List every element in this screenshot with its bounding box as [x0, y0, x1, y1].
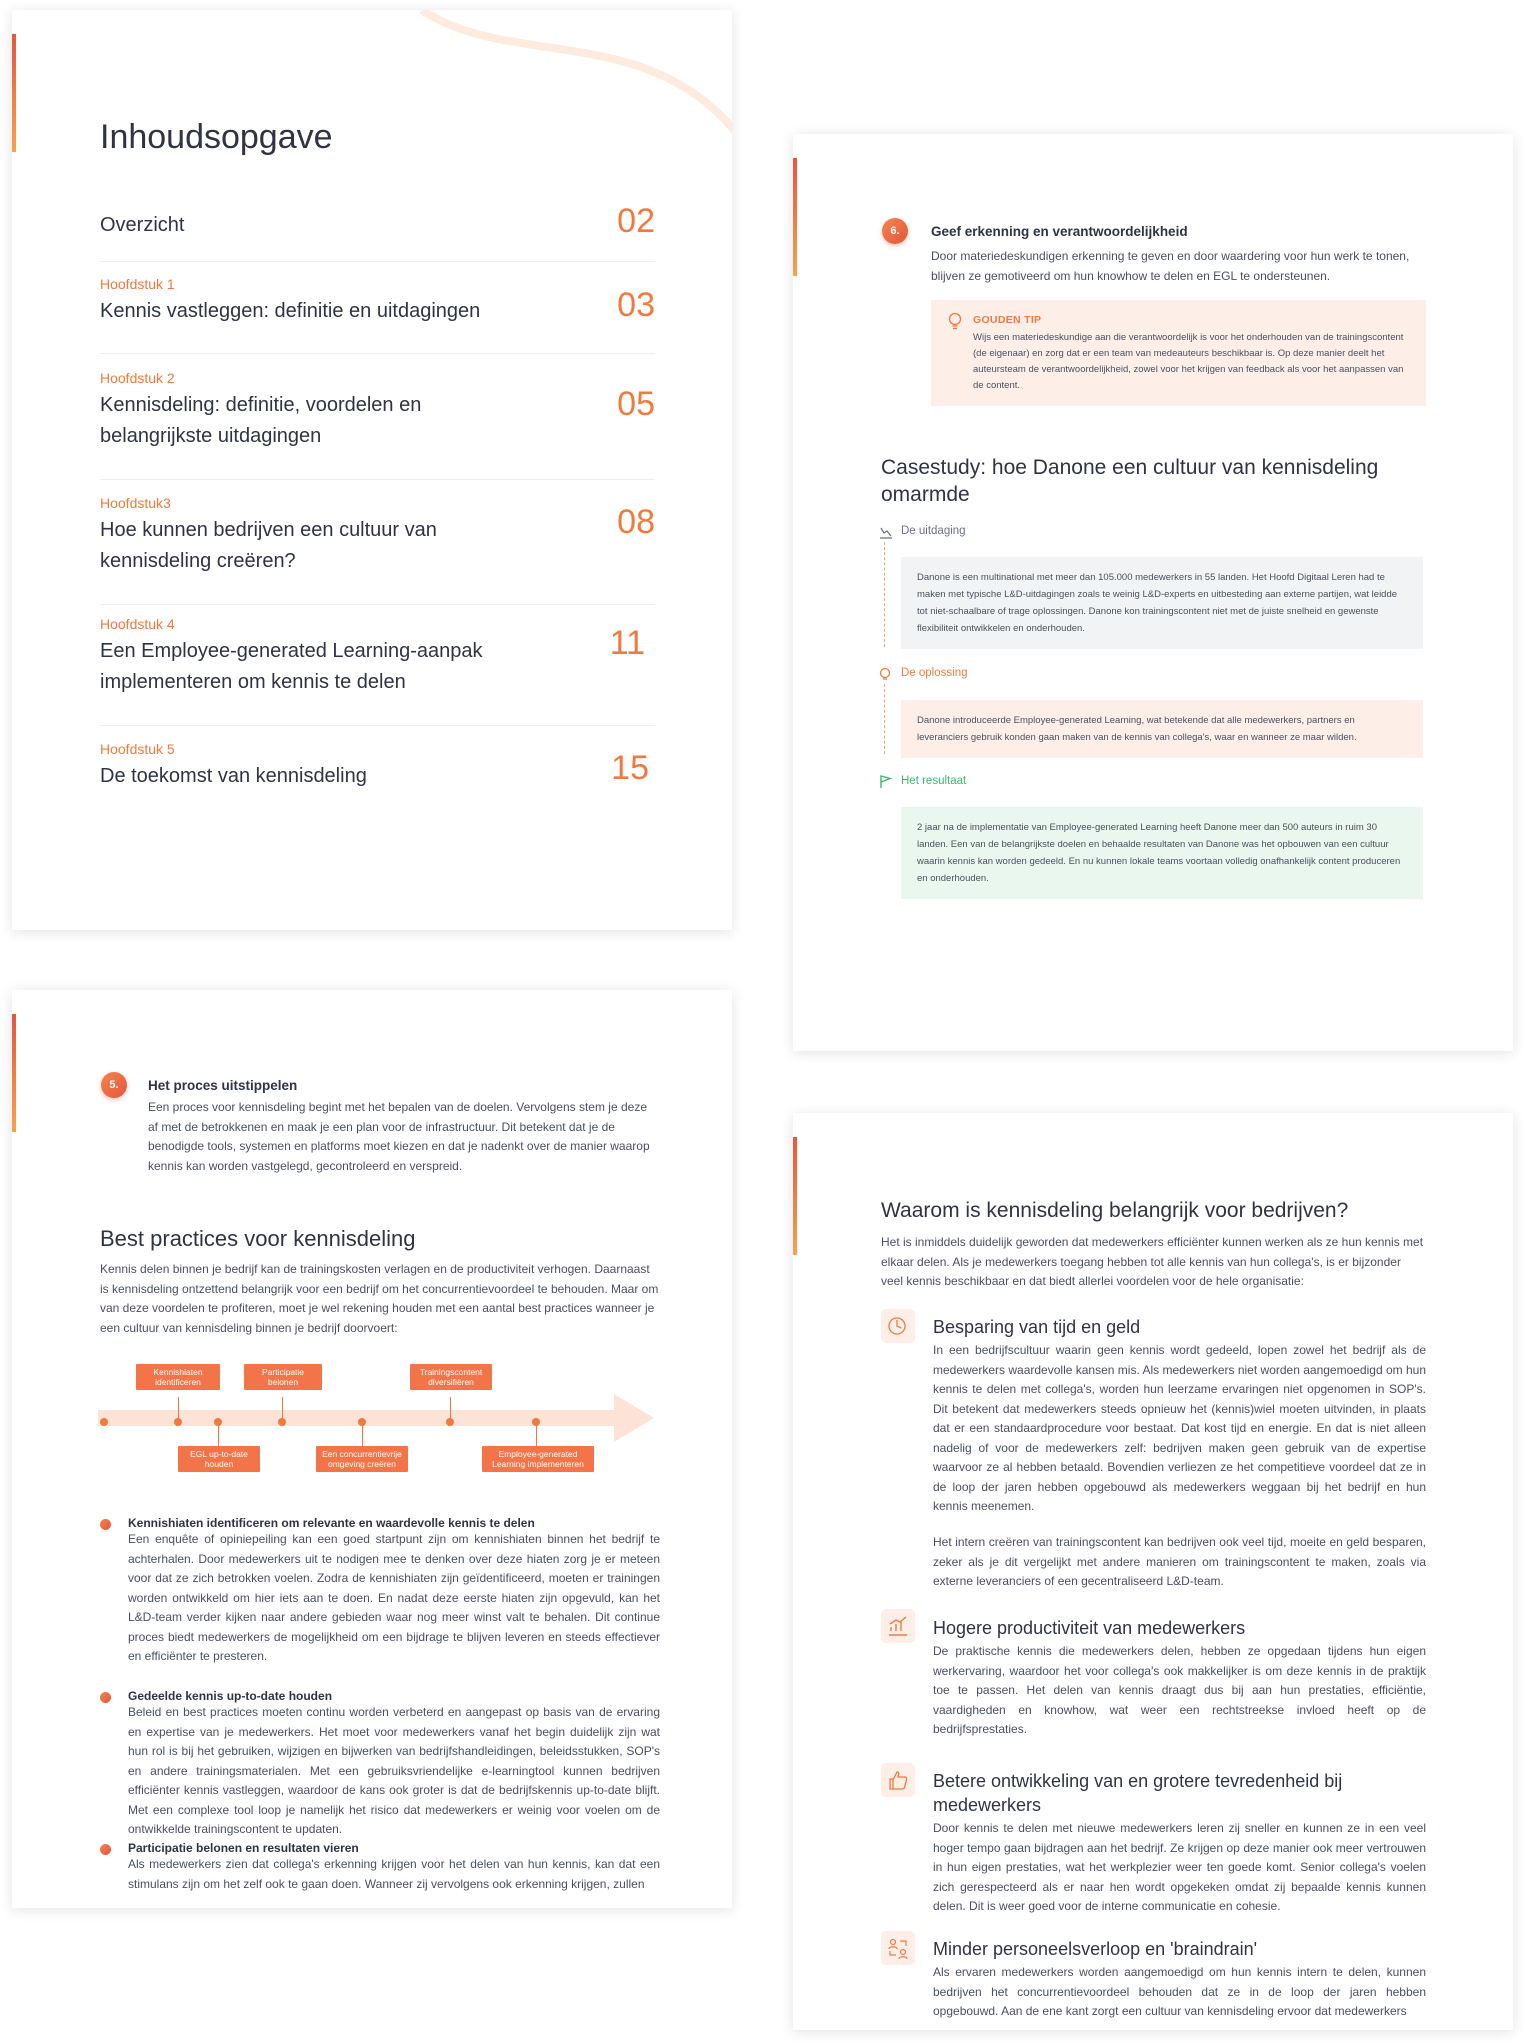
case-title: Casestudy: hoe Danone een cultuur van kennisdeling omarmde	[881, 456, 1379, 506]
section-title: Best practices voor kennisdeling	[100, 1226, 416, 1251]
toc-row-page: 15	[611, 749, 649, 787]
benefit-text: Het intern creëren van trainingscontent kan bedrijven ook veel tijd, moeite en geld besparen, zeker als je dit vergelijkt met andere manieren om trainingscontent te maken, zoals via externe leveranciers of een gecentraliseerd L&D-team.	[933, 1535, 1426, 1588]
chart-down-icon	[879, 525, 893, 539]
accent-bar	[793, 158, 797, 276]
page-title: Inhoudsopgave	[100, 118, 333, 156]
challenge-text: Danone is een multinational met meer dan 105.000 medewerkers in 55 landen. Het Hoofd Digitaal Leren had te maken met typische L&D-uitdagingen zoals te weinig L&D-experts en uitbesteding aan externe partijen, wat leidde tot niet-schaalbare of trage oplossingen. Danone kon trainingscontent niet met de juiste snelheid en gewenste flexibiliteit ontwikkelen en onderhouden.	[917, 572, 1398, 634]
toc-row-chapter: Hoofdstuk3	[100, 495, 171, 511]
practice-title: Kennishiaten identificeren om relevante en waardevolle kennis te delen	[128, 1516, 535, 1530]
bullet	[100, 1519, 111, 1530]
tip-label: GOUDEN TIP	[973, 314, 1042, 326]
bullet	[100, 1844, 111, 1855]
section-intro: Kennis delen binnen je bedrijf kan de trainingskosten verlagen en de productiviteit verhogen. Daarnaast is kennisdeling ontzettend belangrijk voor een bedrijf om het concurrentievoordeel te behouden. Maar om van deze voordelen te profiteren, moet je wel rekening houden met een aantal best practices wanneer je een cultuur van kennisdeling binnen je bedrijf doorvoert:	[100, 1262, 659, 1335]
list-item	[128, 1841, 660, 1894]
benefit-title: Minder personeelsverloop en 'braindrain'	[933, 1939, 1258, 1959]
result-box	[901, 807, 1423, 899]
benefits-page	[793, 1113, 1513, 2030]
toc-row-chapter: Hoofdstuk 4	[100, 616, 175, 632]
toc-row-page: 08	[617, 503, 655, 541]
toc-row[interactable]	[100, 495, 655, 605]
timeline-dot	[358, 1418, 366, 1426]
step-text: Door materiedeskundigen erkenning te geven en door waardering voor hun werk te tonen, blijven ze gemotiveerd om hun knowhow te delen en EGL te ondersteunen.	[931, 249, 1410, 283]
solution-box	[901, 700, 1423, 758]
toc-row-chapter: Hoofdstuk 1	[100, 276, 175, 292]
toc-row[interactable]	[100, 741, 655, 811]
practice-text: Als medewerkers zien dat collega's erkenning krijgen voor het delen van hun kennis, kan dat een stimulans zijn om het zelf ook te gaan doen. Wanneer zij vervolgens ook erkenning krijgen, zullen	[128, 1857, 660, 1891]
timeline-dot	[532, 1418, 540, 1426]
challenge-box	[901, 557, 1423, 649]
toc-row-title: Overzicht	[100, 214, 185, 236]
bullet	[100, 1692, 111, 1703]
toc-row-title: De toekomst van kennisdeling	[100, 765, 367, 787]
toc-row-page: 11	[609, 624, 645, 662]
benefit-title: Besparing van tijd en geld	[933, 1317, 1141, 1337]
people-exchange-icon	[881, 1931, 915, 1965]
benefit-text: De praktische kennis die medewerkers delen, hebben ze opgedaan tijdens hun eigen werkervaring, waardoor het voor collega's ook makkelijker is om deze kennis in de praktijk toe te passen. Het delen van kennis draagt dus bij aan hun prestaties, efficiëntie, vaardigheden en knowhow, wat weer een rechtstreekse invloed heeft op de bedrijfsprestaties.	[933, 1644, 1426, 1736]
step-title: Geef erkenning en verantwoordelijkheid	[931, 224, 1188, 239]
timeline-step: Employee-generated Learning implementeren	[482, 1446, 594, 1472]
timeline-connector	[884, 684, 885, 754]
benefit-title: Hogere productiviteit van medewerkers	[933, 1618, 1246, 1638]
step-title: Het proces uitstippelen	[148, 1078, 298, 1093]
benefit-text: Als ervaren medewerkers worden aangemoedigd om hun kennis intern te delen, kunnen bedrijven het concurrentievoordeel behouden dat ze in de loop der jaren hebben opgebouwd. Aan de ene kant zorgt een cultuur van kennisdeling ervoor dat medewerkers	[933, 1965, 1426, 2018]
list-item	[128, 1516, 660, 1667]
timeline-dot	[100, 1418, 108, 1426]
lightbulb-icon	[878, 667, 892, 683]
timeline-dot	[214, 1418, 222, 1426]
timeline-step: Participatie belonen	[244, 1364, 322, 1390]
accent-bar	[12, 34, 16, 152]
flag-icon	[879, 775, 893, 789]
timeline-step: Kennishiaten identificeren	[136, 1364, 220, 1390]
toc-row-chapter: Hoofdstuk 2	[100, 370, 175, 386]
timeline-arrow	[98, 1386, 658, 1446]
accent-bar	[12, 1014, 16, 1132]
lightbulb-icon	[947, 312, 963, 330]
timeline-connector	[884, 542, 885, 647]
toc-row[interactable]	[100, 192, 655, 262]
result-text: 2 jaar na de implementatie van Employee-generated Learning heeft Danone meer dan 500 auteurs in ruim 30 landen. Een van de belangrijkste doelen en behaalde resultaten van Danone was het opbouwen van een cultuur waarin kennis kan worden gedeeld. En nu kunnen lokale teams voortaan volledig onafhankelijk content produceren en onderhouden.	[917, 822, 1401, 884]
benefit-text: Door kennis te delen met nieuwe medewerkers leren zij sneller en kunnen ze in een veel hoger tempo gaan bijdragen aan het bedrijf. Ze krijgen op deze manier ook meer vertrouwen in hun eigen prestaties, wat het werkplezier weer ten goede komt. Senior collega's voelen zich gerespecteerd als er naar hen wordt opgekeken omdat zij bepaalde kennis kunnen delen. Dit is weer goed voor de interne communicatie en cohesie.	[933, 1821, 1426, 1913]
accent-bar	[793, 1137, 797, 1255]
benefit-title: Betere ontwikkeling van en grotere tevredenheid bij medewerkers	[933, 1771, 1343, 1815]
toc-row-title: Hoe kunnen bedrijven een cultuur van kennisdeling creëren?	[100, 519, 437, 572]
result-label: Het resultaat	[901, 775, 967, 787]
toc-row-page: 02	[617, 202, 655, 240]
practice-text: Een enquête of opiniepeiling kan een goed startpunt zijn om kennishiaten binnen het bedrijf te achterhalen. Door medewerkers uit te nodigen mee te denken over deze hiaten zorg je er meteen voor dat ze zich betrokken voelen. Zodra de kennishiaten zijn geïdentificeerd, moeten er trainingen worden ontwikkeld om hier iets aan te doen. En nadat deze eerste hiaten zijn opgevuld, kan het L&D-team verder kijken naar andere gebieden waar nog meer winst valt te behalen. Dit continue proces biedt medewerkers de mogelijkheid om een bijdrage te blijven leveren en steeds effectiever en efficiënter te presteren.	[128, 1532, 660, 1663]
timeline-dot	[278, 1418, 286, 1426]
list-item	[128, 1689, 660, 1840]
timeline-dot	[174, 1418, 182, 1426]
growth-chart-icon	[881, 1609, 915, 1643]
toc-row[interactable]	[100, 616, 655, 726]
practice-title: Participatie belonen en resultaten vieren	[128, 1841, 359, 1855]
practice-title: Gedeelde kennis up-to-date houden	[128, 1689, 333, 1703]
practice-text: Beleid en best practices moeten continu worden verbeterd en aangepast op basis van de ervaring en expertise van je medewerkers. Het moet voor medewerkers vanaf het begin duidelijk zijn wat hun rol is bij het gebruiken, wijzigen en bijwerken van bedrijfshandleidingen, beleidsstukken, SOP's en andere trainingsmaterialen. Met een gebruiksvriendelijke e-learningtool kunnen bedrijven efficiënter kennis vastleggen, waardoor de kans ook groter is dat de bedrijfskennis up-to-date blijft. Met een complexe tool loop je namelijk het risico dat medewerkers er weinig voor voelen om de ontwikkelde trainingscontent te updaten.	[128, 1705, 660, 1836]
best-practices-page	[12, 990, 732, 1908]
toc-row-chapter: Hoofdstuk 5	[100, 741, 175, 757]
timeline-step: EGL up-to-date houden	[178, 1446, 260, 1472]
tip-text: Wijs een materiedeskundige aan die verantwoordelijk is voor het onderhouden van de trainingscontent (de eigenaar) en zorg dat er een team van medeauteurs beschikbaar is. Op deze manier deelt het auteursteam de verantwoordelijkheid, zowel voor het krijgen van feedback als voor het aanpassen van de content.	[973, 332, 1404, 391]
toc-row[interactable]	[100, 276, 655, 354]
toc-row-page: 05	[617, 385, 655, 423]
toc-row-title: Kennis vastleggen: definitie en uitdagingen	[100, 300, 481, 322]
page-intro: Het is inmiddels duidelijk geworden dat medewerkers efficiënter kunnen werken als ze hun kennis met elkaar delen. Als je medewerkers toegang hebben tot alle kennis van hun collega's, is er bijzonder veel kennis beschikbaar en dat biedt allerlei voordelen voor de hele organisatie:	[881, 1235, 1424, 1288]
step-number-badge: 5.	[101, 1072, 127, 1098]
decorative-arc	[392, 10, 732, 150]
toc-row-title: Kennisdeling: definitie, voordelen en belangrijkste uitdagingen	[100, 394, 422, 447]
case-page	[793, 134, 1513, 1051]
thumbs-up-icon	[881, 1763, 915, 1797]
solution-text: Danone introduceerde Employee-generated Learning, wat betekende dat alle medewerkers, partners en leveranciers gebruik konden gaan maken van de kennis van collega's, waar en wanneer ze maar wilden.	[917, 715, 1357, 743]
benefit-text: In een bedrijfscultuur waarin geen kennis wordt gedeeld, lopen zowel het bedrijf als de medewerkers waardevolle kansen mis. Als medewerkers niet worden aangemoedigd om hun kennis te delen met collega's, worden hun leerzame ervaringen niet opgenomen in SOP's. Dit betekent dat medewerkers steeds opnieuw het (kennis)wiel moeten uitvinden, in plaats dat er een standaardprocedure voor bestaat. Dat kost tijd en energie. En dat is niet alleen nadelig of voor de medewerkers zelf: bedrijven maken geen gebruik van de expertise waarvoor ze al hebben betaald. Bovendien verliezen ze het competitieve voordeel dat ze in de loop der jaren hebben opgebouwd als medewerkers weggaan bij het bedrijf en hun kennis meenemen.	[933, 1343, 1426, 1513]
clock-money-icon	[881, 1309, 915, 1343]
page-title: Waarom is kennisdeling belangrijk voor bedrijven?	[881, 1199, 1349, 1222]
timeline-dot	[446, 1418, 454, 1426]
golden-tip-box	[931, 300, 1426, 406]
step-text: Een proces voor kennisdeling begint met het bepalen van de doelen. Vervolgens stem je deze af met de betrokkenen en maak je een plan voor de infrastructuur. Dit betekent dat je de benodigde tools, systemen en platforms moet kiezen en dat je nadenkt over de manier waarop kennis kan worden vastgelegd, gecontroleerd en verspreid.	[148, 1100, 650, 1173]
timeline-step: Trainingscontent diversifiëren	[410, 1364, 492, 1390]
toc-page	[12, 10, 732, 930]
challenge-label: De uitdaging	[901, 525, 966, 537]
toc-row-title: Een Employee-generated Learning-aanpak implementeren om kennis te delen	[100, 640, 483, 693]
step-number-badge: 6.	[882, 218, 908, 244]
timeline-step: Een concurrentievrije omgeving creëren	[316, 1446, 408, 1472]
toc-row-page: 03	[617, 286, 655, 324]
toc-row[interactable]	[100, 370, 655, 480]
solution-label: De oplossing	[901, 667, 968, 679]
